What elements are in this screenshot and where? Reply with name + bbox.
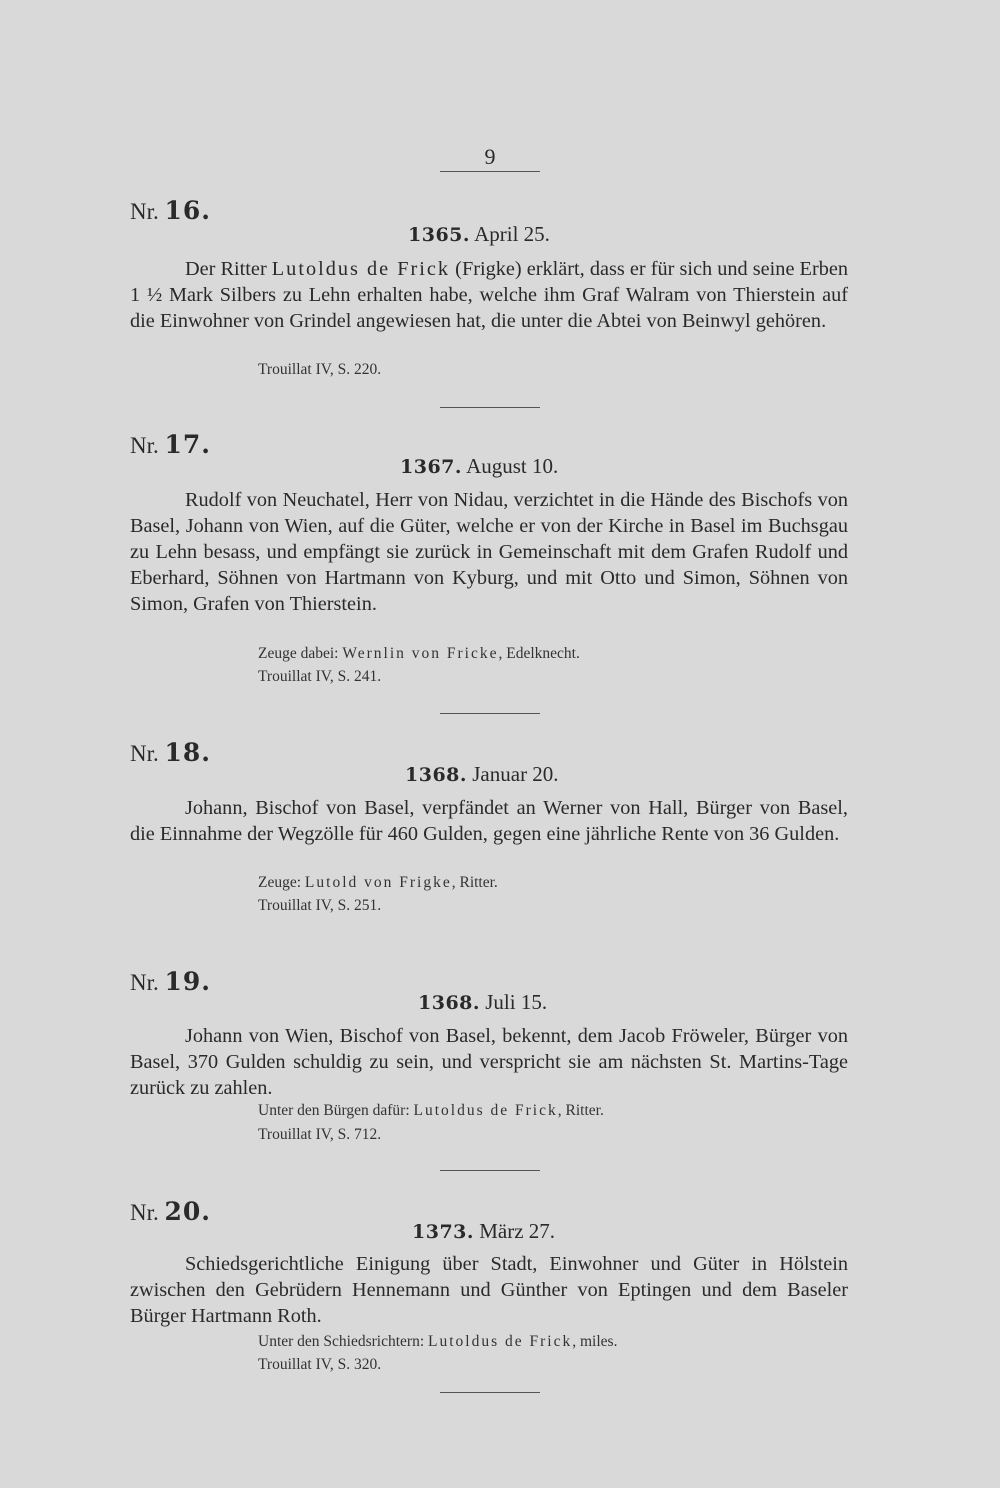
entry-number: Nr. 20. <box>130 1197 211 1226</box>
guarantor-note: Unter den Bürgen dafür: Lutoldus de Frick, Ritter. <box>258 1102 604 1119</box>
entry-date: 1368. Juli 15. <box>418 990 548 1014</box>
entry-number: Nr. 18. <box>130 738 211 767</box>
entry-text: Der Ritter Lutoldus de Frick (Frigke) erklärt, dass er für sich und seine Erben 1 ½ Mark Silbers zu Lehn erhalten habe, welche ihm Graf Walram von Thierstein auf die Einwohner von Grindel angewiesen hat, die unter die Abtei von Beinwyl gehören. <box>130 258 848 332</box>
arbiter-note: Unter den Schiedsrichtern: Lutoldus de Frick, miles. <box>258 1333 618 1350</box>
source-reference: Trouillat IV, S. 712. <box>258 1126 382 1143</box>
entry-text: Johann von Wien, Bischof von Basel, bekennt, dem Jacob Fröweler, Bürger von Basel, 370 Gulden schuldig zu sein, und verspricht sie am nächsten St. Martins-Tage zurück zu zahlen. <box>130 1025 848 1099</box>
witness-note: Zeuge dabei: Wernlin von Fricke, Edelknecht. <box>258 645 580 662</box>
entry-number: Nr. 17. <box>130 430 211 459</box>
section-divider <box>440 407 540 408</box>
entry-date: 1373. März 27. <box>412 1219 556 1243</box>
entry-text: Johann, Bischof von Basel, verpfändet an Werner von Hall, Bürger von Basel, die Einnahme der Wegzölle für 460 Gulden, gegen eine jährliche Rente von 36 Gulden. <box>130 797 848 845</box>
source-reference: Trouillat IV, S. 320. <box>258 1356 382 1373</box>
entry-number: Nr. 19. <box>130 967 211 996</box>
source-reference: Trouillat IV, S. 220. <box>258 361 382 378</box>
entry-number: Nr. 16. <box>130 196 211 225</box>
header-rule <box>440 171 540 172</box>
entry-text: Schiedsgerichtliche Einigung über Stadt, Einwohner und Güter in Hölstein zwischen den Gebrüdern Hennemann und Günther von Eptingen und dem Baseler Bürger Hartmann Roth. <box>130 1253 848 1327</box>
source-reference: Trouillat IV, S. 241. <box>258 668 382 685</box>
section-divider <box>440 713 540 714</box>
section-divider <box>440 1392 540 1393</box>
entry-date: 1365. April 25. <box>408 222 550 246</box>
witness-note: Zeuge: Lutold von Frigke, Ritter. <box>258 874 498 891</box>
section-divider <box>440 1170 540 1171</box>
entry-text: Rudolf von Neuchatel, Herr von Nidau, verzichtet in die Hände des Bischofs von Basel, Johann von Wien, auf die Güter, welche er von der Kirche in Basel im Buchsgau zu Lehn besass, und empfängt sie zurück in Gemeinschaft mit dem Grafen Rudolf und Eberhard, Söhnen von Hartmann von Kyburg, und mit Otto und Simon, Söhnen von Simon, Grafen von Thierstein. <box>130 489 848 615</box>
source-reference: Trouillat IV, S. 251. <box>258 897 382 914</box>
page-number: 9 <box>484 144 496 169</box>
entry-date: 1368. Januar 20. <box>405 762 559 786</box>
entry-date: 1367. August 10. <box>400 454 559 478</box>
